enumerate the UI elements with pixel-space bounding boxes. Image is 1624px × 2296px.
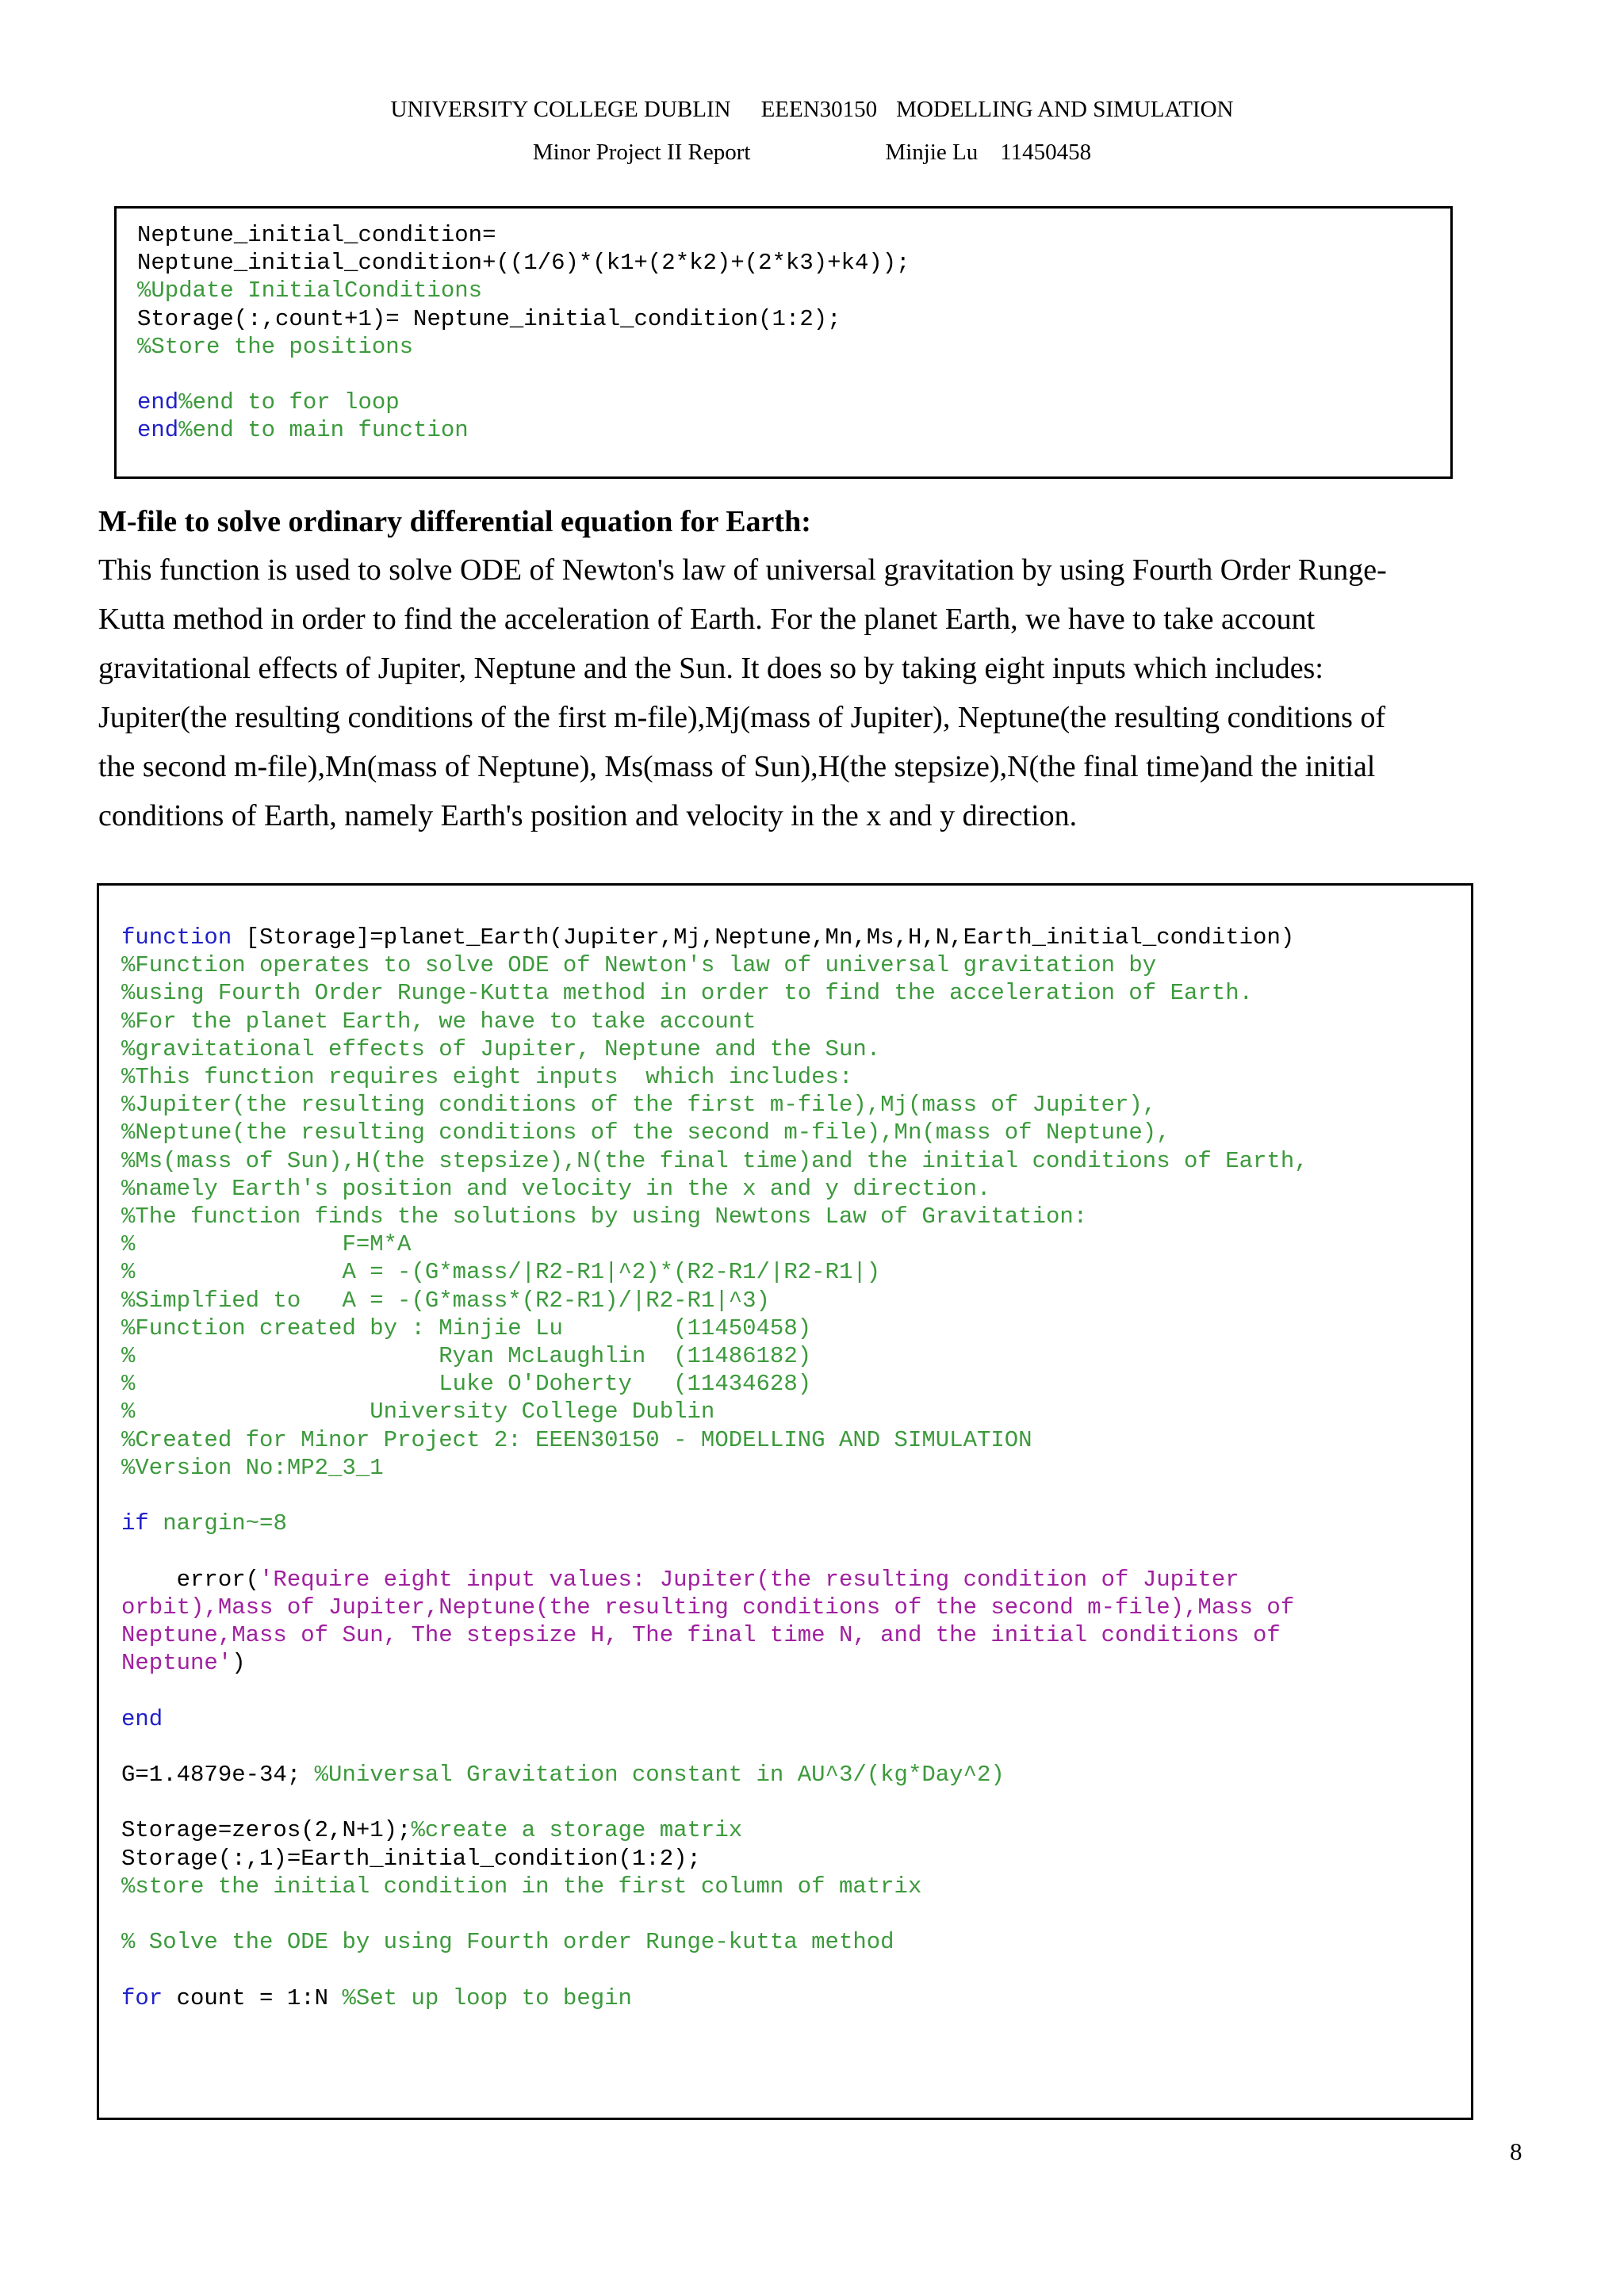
code-listing [137,221,1430,445]
paragraph-line: conditions of Earth, namely Earth's position and velocity in the x and y direction. [98,799,1078,832]
page-header-line-1 [0,97,1624,123]
code-line [121,1287,1449,1314]
code-line [121,1677,1449,1705]
code-text: error( [121,1566,260,1593]
section-paragraph [98,545,1518,840]
code-comment: %gravitational effects of Jupiter, Neptune and the Sun. [121,1035,881,1062]
code-comment: %This function requires eight inputs which includes: [121,1064,853,1091]
code-line [121,1761,1449,1789]
code-line [121,924,1449,951]
code-line [121,1008,1449,1035]
code-keyword: end [121,1705,163,1732]
code-comment: %store the initial condition in the first column of matrix [121,1873,922,1900]
paragraph-line: Jupiter(the resulting conditions of the first m-file),Mj(mass of Jupiter), Neptune(the resulting conditions of [98,701,1386,734]
course-code: EEEN30150 [760,97,878,122]
code-comment: %Jupiter(the resulting conditions of the first m-file),Mj(mass of Jupiter), [121,1092,1157,1119]
code-line [121,1649,1449,1677]
code-comment: % F=M*A [121,1231,412,1258]
code-line [121,1063,1449,1091]
code-string: Neptune,Mass of Sun, The stepsize H, The final time N, and the initial conditions of [121,1622,1281,1649]
code-comment: % University College Dublin [121,1399,715,1425]
code-keyword: function [121,924,232,951]
code-line [121,1816,1449,1844]
code-comment: % Solve the ODE by using Fourth order Runge-kutta method [121,1929,894,1956]
code-comment: %using Fourth Order Runge-Kutta method in order to find the acceleration of Earth. [121,980,1254,1007]
code-line [121,1510,1449,1537]
code-keyword: if [121,1510,149,1537]
code-comment: %Function operates to solve ODE of Newton's law of universal gravitation by [121,952,1157,979]
code-line [121,1733,1449,1761]
code-comment: %Version No:MP2_3_1 [121,1454,384,1481]
code-keyword: end [137,417,179,444]
code-line [121,1426,1449,1454]
code-line [137,333,1430,361]
code-comment: %end to for loop [178,389,400,416]
code-line [121,1984,1449,2012]
code-block-neptune-end [114,206,1453,479]
code-line [121,1035,1449,1063]
code-line [121,1537,1449,1565]
code-text: count = 1:N [163,1984,343,2011]
code-line [121,1789,1449,1816]
code-line [137,249,1430,277]
code-line [121,1928,1449,1956]
code-line [121,979,1449,1007]
code-line [137,388,1430,416]
code-line [137,277,1430,304]
code-comment: %Function created by : Minjie Lu (11450458) [121,1314,812,1341]
code-line [121,1845,1449,1873]
code-string: 'Require eight input values: Jupiter(the resulting condition of Jupiter [259,1566,1239,1593]
code-comment: % A = -(G*mass/|R2-R1|^2)*(R2-R1/|R2-R1|) [121,1259,881,1286]
code-listing [121,924,1449,2012]
code-line [121,1482,1449,1510]
code-line [121,1203,1449,1230]
code-text: Neptune_initial_condition= [137,222,496,248]
code-line [121,1873,1449,1900]
course-name: MODELLING AND SIMULATION [896,97,1234,122]
code-line [121,1147,1449,1175]
university-name: UNIVERSITY COLLEGE DUBLIN [390,97,731,122]
code-block-planet-earth [97,883,1473,2120]
code-comment: %Store the positions [137,333,414,360]
code-line [137,305,1430,333]
code-comment: %Set up loop to begin [342,1984,632,2011]
paragraph-line: the second m-file),Mn(mass of Neptune), Ms(mass of Sun),H(the stepsize),N(the final time)and the initial [98,750,1376,783]
section-title: M-file to solve ordinary differential equation for Earth: [98,505,811,538]
code-text: ) [232,1650,246,1677]
code-line [121,1230,1449,1258]
code-text: Storage=zeros(2,N+1); [121,1817,412,1844]
code-line [121,1900,1449,1928]
code-comment: %Created for Minor Project 2: EEEN30150 - MODELLING AND SIMULATION [121,1426,1032,1453]
code-keyword: for [121,1984,163,2011]
paragraph-line: gravitational effects of Jupiter, Neptune and the Sun. It does so by taking eight inputs which includes: [98,652,1323,685]
code-comment: % Ryan McLaughlin (11486182) [121,1343,812,1370]
page-header-line-2 [0,140,1624,166]
code-string: orbit),Mass of Jupiter,Neptune(the resulting conditions of the second m-file),Mass of [121,1594,1295,1621]
code-line [137,416,1430,444]
code-comment: nargin~=8 [148,1510,287,1537]
code-line [121,1119,1449,1146]
code-comment: %Ms(mass of Sun),H(the stepsize),N(the final time)and the initial conditions of Earth, [121,1147,1308,1174]
code-line [121,951,1449,979]
code-comment: %Universal Gravitation constant in AU^3/(kg*Day^2) [314,1762,1005,1789]
code-line [121,1370,1449,1398]
author-name: Minjie Lu [885,140,979,165]
code-comment: %Neptune(the resulting conditions of the second m-file),Mn(mass of Neptune), [121,1119,1170,1146]
code-line [121,1398,1449,1425]
paragraph-line: Kutta method in order to find the acceleration of Earth. For the planet Earth, we have to take account [98,603,1316,636]
code-comment: %For the planet Earth, we have to take account [121,1008,756,1035]
code-line [121,1594,1449,1621]
code-line [121,1091,1449,1119]
code-line [121,1342,1449,1370]
code-comment: %Simplfied to A = -(G*mass*(R2-R1)/|R2-R1|^3) [121,1287,770,1314]
code-line [121,1621,1449,1649]
code-line [121,1258,1449,1286]
code-comment: %Update InitialConditions [137,277,483,304]
code-text: G=1.4879e-34; [121,1762,315,1789]
code-line [137,361,1430,388]
code-text: Storage(:,count+1)= Neptune_initial_condition(1:2); [137,305,841,332]
code-line [121,1566,1449,1594]
code-comment: %The function finds the solutions by using Newtons Law of Gravitation: [121,1203,1088,1230]
code-keyword: end [137,389,179,416]
code-text: [Storage]=planet_Earth(Jupiter,Mj,Neptune,Mn,Ms,H,N,Earth_initial_condition) [232,924,1295,951]
code-comment: %create a storage matrix [411,1817,743,1844]
code-comment: %namely Earth's position and velocity in the x and y direction. [121,1175,991,1202]
code-line [121,1705,1449,1733]
code-line [137,221,1430,249]
code-text: Storage(:,1)=Earth_initial_condition(1:2); [121,1845,701,1872]
page-number: 8 [1510,2137,1522,2165]
code-line [121,1314,1449,1342]
student-id: 11450458 [1000,140,1092,165]
code-comment: %end to main function [178,417,469,444]
code-string: Neptune' [121,1650,232,1677]
code-line [121,1956,1449,1984]
code-comment: % Luke O'Doherty (11434628) [121,1371,812,1398]
code-line [121,1175,1449,1203]
code-line [121,1454,1449,1482]
code-text: Neptune_initial_condition+((1/6)*(k1+(2*k2)+(2*k3)+k4)); [137,250,910,277]
report-title: Minor Project II Report [532,140,751,165]
paragraph-line: This function is used to solve ODE of Newton's law of universal gravitation by using Fourth Order Runge- [98,553,1387,587]
